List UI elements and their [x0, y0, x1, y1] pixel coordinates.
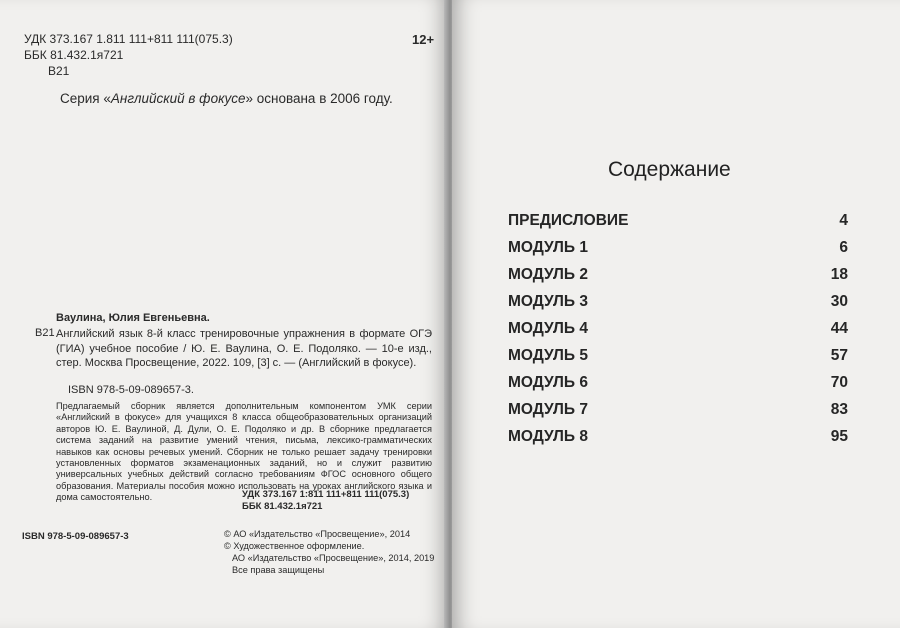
toc-entry-label: МОДУЛЬ 5	[508, 347, 588, 364]
toc-entry-label: МОДУЛЬ 2	[508, 266, 588, 283]
isbn-line: ISBN 978-5-09-089657-3.	[68, 384, 194, 396]
toc-entry-page: 83	[830, 401, 848, 418]
contents-page	[452, 0, 900, 628]
toc-entry[interactable]	[508, 239, 848, 263]
toc-entry[interactable]	[508, 374, 848, 398]
toc-entry-page: 6	[839, 239, 848, 256]
toc-entry[interactable]	[508, 212, 848, 236]
toc-entry-page: 70	[830, 374, 848, 391]
copyright-line: АО «Издательство «Просвещение», 2014, 2019	[232, 553, 435, 563]
bibliographic-description: Английский язык 8-й класс тренировочные упражнения в формате ОГЭ (ГИА) учебное пособие / Ю. Е. Ваулина, О. Е. Подоляко. — 10-е изд., стер. Москва Просвещение, 2022. 109, [3] с. — (Английский в фокусе).	[56, 328, 432, 369]
toc-entry-label: МОДУЛЬ 7	[508, 401, 588, 418]
catalog-code: В21	[35, 327, 55, 339]
author-mark: В21	[48, 64, 70, 78]
copyright-line: © АО «Издательство «Просвещение», 2014	[224, 529, 411, 539]
toc-entry-page: 95	[830, 428, 848, 445]
age-rating: 12+	[412, 32, 435, 47]
bbk-code: ББК 81.432.1я721	[24, 48, 124, 62]
toc-entry[interactable]	[508, 401, 848, 425]
toc-entry-label: МОДУЛЬ 1	[508, 239, 588, 256]
copyright-line: © Художественное оформление.	[224, 541, 365, 551]
annotation-text: Предлагаемый сборник является дополнительным компонентом УМК серии «Английский в фокусе» для учащихся 8 класса общеобразовательных организаций авторов Ю. Е. Ваулиной, Д. Дули, О. Е. Подоляко и др. В сборнике предлагается система заданий на развитие умений чтения, письма, лексико-грамматических навыков как основы речевых умений. Сборник не только решает задачу тренировки установленных форматов экзаменационных заданий, но и служит развитию универсальных учебных действий согласно требованиям ФГОС основного общего образования. Материалы пособия можно использовать на уроках английского языка и дома самостоятельно.	[56, 401, 432, 503]
toc-entry-page: 57	[830, 347, 848, 364]
toc-entry[interactable]	[508, 293, 848, 317]
toc-entry[interactable]	[508, 320, 848, 344]
toc-entry-page: 18	[830, 266, 848, 283]
series-suffix: » основана в 2006 году.	[245, 91, 393, 106]
toc-entry-label: МОДУЛЬ 4	[508, 320, 588, 337]
copyright-line: Все права защищены	[232, 565, 325, 575]
series-title: Английский в фокусе	[110, 91, 246, 106]
series-note	[60, 91, 393, 106]
udk-code: УДК 373.167 1.811 111+811 111(075.3)	[24, 32, 233, 46]
toc-entry-page: 4	[839, 212, 848, 229]
toc-entry-label: МОДУЛЬ 6	[508, 374, 588, 391]
toc-entry-page: 44	[830, 320, 848, 337]
author-name: Ваулина, Юлия Евгеньевна.	[56, 312, 210, 324]
toc-entry[interactable]	[508, 347, 848, 371]
toc-entry-label: МОДУЛЬ 3	[508, 293, 588, 310]
bbk-bottom: ББК 81.432.1я721	[242, 501, 323, 512]
imprint-page	[0, 0, 448, 628]
toc-entry-page: 30	[830, 293, 848, 310]
series-prefix: Серия «	[60, 91, 111, 106]
isbn-bottom: ISBN 978-5-09-089657-3	[22, 531, 129, 542]
toc-entry[interactable]	[508, 428, 848, 452]
contents-title: Содержание	[608, 158, 731, 181]
toc-entry[interactable]	[508, 266, 848, 290]
udk-bottom: УДК 373.167 1:811 111+811 111(075.3)	[242, 489, 410, 500]
toc-entry-label: МОДУЛЬ 8	[508, 428, 588, 445]
toc-entry-label: ПРЕДИСЛОВИЕ	[508, 212, 629, 229]
